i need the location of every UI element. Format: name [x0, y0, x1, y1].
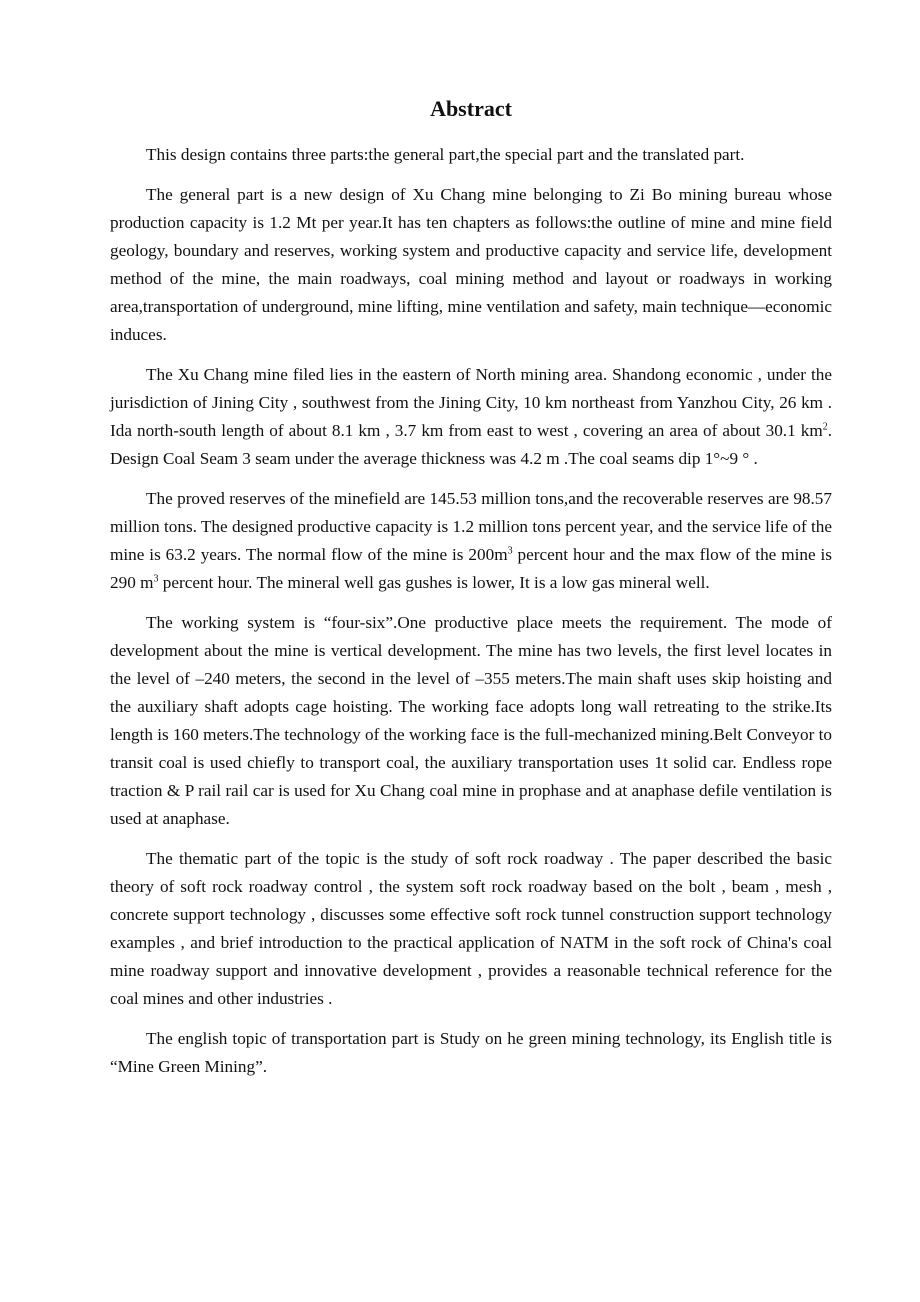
superscript: 2 — [822, 421, 828, 433]
paragraph-translation-part — [110, 1025, 832, 1081]
paragraph-text: . Design Coal Seam 3 seam under the average thickness was 4.2 m .The coal seams dip 1°~9 ° . — [110, 421, 832, 468]
superscript: 3 — [153, 573, 159, 585]
paragraph-mine-location — [110, 361, 832, 473]
abstract-title: Abstract — [430, 96, 512, 121]
paragraph-intro — [110, 141, 832, 169]
paragraph-text: The thematic part of the topic is the study of soft rock roadway . The paper described the basic theory of soft rock roadway control , the system soft rock roadway based on the bolt , beam , mesh , concrete support technology , discusses some effective soft rock tunnel construction support technology examples , and brief introduction to the practical application of NATM in the soft rock of China's coal mine roadway support and innovative development , provides a reasonable technical reference for the coal mines and other industries . — [110, 849, 832, 1008]
paragraph-text: The general part is a new design of Xu Chang mine belonging to Zi Bo mining bureau whose production capacity is 1.2 Mt per year.It has ten chapters as follows:the outline of mine and mine field geology, boundary and reserves, working system and productive capacity and service life, development method of the mine, the main roadways, coal mining method and layout or roadways in working area,transportation of underground, mine lifting, mine ventilation and safety, main technique—economic induces. — [110, 185, 832, 344]
document-page — [110, 95, 832, 1093]
superscript: 3 — [507, 545, 513, 557]
paragraph-text: percent hour. The mineral well gas gushes is lower, It is a low gas mineral well. — [158, 573, 710, 592]
paragraph-text: percent hour and the max flow of the mine is 290 m — [110, 545, 832, 592]
paragraph-text: The english topic of transportation part is Study on he green mining technology, its English title is “Mine Green Mining”. — [110, 1029, 832, 1076]
paragraph-general-part — [110, 181, 832, 349]
paragraph-text: This design contains three parts:the general part,the special part and the translated part. — [146, 145, 745, 164]
paragraph-text: The working system is “four-six”.One productive place meets the requirement. The mode of development about the mine is vertical development. The mine has two levels, the first level locates in the level of –240 meters, the second in the level of –355 meters.The main shaft uses skip hoisting and the auxiliary shaft adopts cage hoisting. The working face adopts long wall retreating to the strike.Its length is 160 meters.The technology of the working face is the full-mechanized mining.Belt Conveyor to transit coal is used chiefly to transport coal, the auxiliary transportation uses 1t solid car. Endless rope traction & P rail rail car is used for Xu Chang coal mine in prophase and at anaphase defile ventilation is used at anaphase. — [110, 613, 832, 828]
paragraph-thematic-part — [110, 845, 832, 1013]
paragraph-working-system — [110, 609, 832, 833]
paragraph-text: The Xu Chang mine filed lies in the eastern of North mining area. Shandong economic , under the jurisdiction of Jining City , southwest from the Jining City, 10 km northeast from Yanzhou City, 26 km . Ida north-south length of about 8.1 km , 3.7 km from east to west , covering an area of about 30.1 km — [110, 365, 832, 440]
paragraph-reserves — [110, 485, 832, 597]
paragraph-text: The proved reserves of the minefield are 145.53 million tons,and the recoverable reserves are 98.57 million tons. The designed productive capacity is 1.2 million tons percent year, and the service life of the mine is 63.2 years. The normal flow of the mine is 200m — [110, 489, 832, 564]
